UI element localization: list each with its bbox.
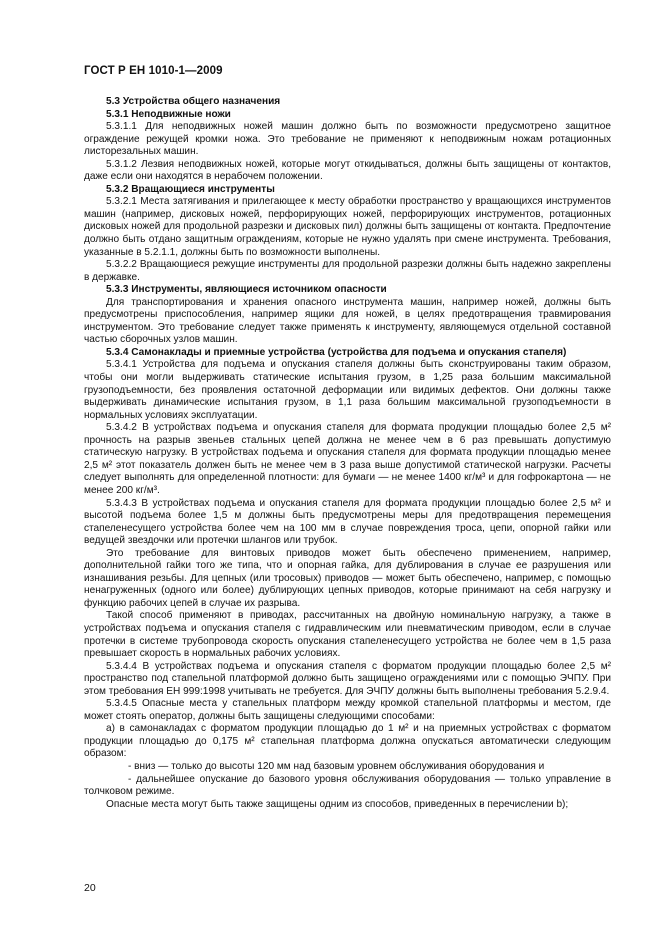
paragraph-5-3-4-1: 5.3.4.1 Устройства для подъема и опускания стапеля должны быть сконструированы таким образом, чтобы они могли выдерживать статические испытания грузом, в 1,25 раза большим максимальной грузоподъемности, без проявления остаточной деформации или видимых дефектов. Они должны также выдерживать динамические испытания грузом, в 1,1 раза большим максимальной грузоподъемности в нормальных условиях эксплуатации. (84, 359, 611, 421)
subsection-heading-5-3-2: 5.3.2 Вращающиеся инструменты (106, 183, 275, 195)
document-body (84, 96, 611, 811)
paragraph-5-3-3: Для транспортирования и хранения опасного инструмента машин, например ножей, должны быть предусмотрены приспособления, например ящики для ножей, в целях предотвращения травмирования инструментом. Это требование следует также применять к инструменту, являющемуся отдельной составной частью сборочных узлов машин. (84, 296, 611, 346)
paragraph-5-3-4-3: 5.3.4.3 В устройствах подъема и опускания стапеля для формата продукции площадью более 2,5 м² и высотой подъема более 1,5 м должны быть предусмотрены меры для предотвращения перемещения стапеленесущего устройства более чем на 100 мм в случае повреждения троса, цепи, опорной гайки или ведущей звездочки или протечки шлангов или трубок. (84, 497, 611, 547)
subsection-heading-5-3-1: 5.3.1 Неподвижные ножи (106, 108, 231, 120)
paragraph-5-3-4-4: 5.3.4.4 В устройствах подъема и опускания стапеля с форматом продукции площадью более 2,5 м² пространство под стапельной платформой должно быть защищено ограждениями или с помощью ЭЧПУ. При этом требования ЕН 999:1998 учитывать не требуется. Для ЭЧПУ должны быть выполнены требования 5.2.9.4. (84, 660, 611, 697)
section-heading-5-3: 5.3 Устройства общего назначения (106, 96, 281, 107)
paragraph-alternative-protection: Опасные места могут быть также защищены одним из способов, приведенных в перечислении b); (106, 798, 569, 810)
subsection-heading-5-3-3: 5.3.3 Инструменты, являющиеся источником опасности (106, 284, 387, 296)
paragraph-5-3-2-1: 5.3.2.1 Места затягивания и прилегающее к месту обработки пространство у вращающихся инструментов машин (например, дисковых ножей, перфорирующих ножей, перфорирующих инструментов, ротационных дисковых ножей для продольной разрезки и дисковых пил) должны быть защищены от контакта. Предпочтение должно быть отдано защитным ограждениям, которые не нужно удалять при смене инструмента. Требования, указанные в 5.2.1.1, должны быть по возможности выполнены. (84, 196, 611, 258)
paragraph-double-load: Такой способ применяют в приводах, рассчитанных на двойную номинальную нагрузку, а также в устройствах подъема и опускания стапеля с гидравлическим или пневматическим приводом, если в случае протечки в системе трубопровода скорость опускания стапеленесущего устройства не более чем в 1,5 раза превышает скорость в нормальных рабочих условиях. (84, 610, 611, 660)
page-number: 20 (84, 882, 96, 894)
dash-item-further: - дальнейшее опускание до базового уровня обслуживания оборудования — только управление в толчковом режиме. (84, 773, 611, 798)
dash-item-down: - вниз — только до высоты 120 мм над базовым уровнем обслуживания оборудования и (128, 760, 545, 772)
list-item-a: а) в самонакладах с форматом продукции площадью до 1 м² и на приемных устройствах с форматом продукции площадью до 0,175 м² стапельная платформа должна опускаться автоматически следующим образом: (84, 723, 611, 760)
paragraph-5-3-1-2: 5.3.1.2 Лезвия неподвижных ножей, которые могут откидываться, должны быть защищены от контактов, даже если они находятся в нерабочем положении. (84, 158, 611, 183)
standard-header: ГОСТ Р ЕН 1010-1—2009 (84, 65, 223, 77)
subsection-heading-5-3-4: 5.3.4 Самонаклады и приемные устройства (устройства для подъема и опускания стапеля) (106, 346, 567, 358)
paragraph-screw-drives: Это требование для винтовых приводов может быть обеспечено применением, например, дополнительной гайки того же типа, что и опорная гайка, для дублирования в случае ее разрушения или изнашивания резьбы. Для цепных (или тросовых) приводов — может быть обеспечено, например, с помощью ненагруженных (одного или более) дублирующих цепных приводов, которые принимают на себя нагрузку и функцию рабочих цепей в случае их разрыва. (84, 547, 611, 609)
paragraph-5-3-1-1: 5.3.1.1 Для неподвижных ножей машин должно быть по возможности предусмотрено защитное ограждение режущей кромки ножа. Это требование не применяют к неподвижным ножам ротационных листорезальных машин. (84, 121, 611, 158)
paragraph-5-3-2-2: 5.3.2.2 Вращающиеся режущие инструменты для продольной разрезки должны быть надежно закреплены в державке. (84, 259, 611, 283)
paragraph-5-3-4-2: 5.3.4.2 В устройствах подъема и опускания стапеля для формата продукции площадью более 2,5 м² прочность на разрыв звеньев стальных цепей должна не менее чем в 6 раз превышать допустимую статическую нагрузку. В устройствах подъема и опускания стапеля для формата продукции площадью менее 2,5 м² этот показатель должен быть не менее чем в 3 раза выше допустимой статической нагрузки. Расчеты следует выполнять для определенной плотности: для бумаги — не менее 1400 кг/м³ и для гофрокартона — не менее 200 кг/м³. (84, 422, 611, 496)
paragraph-5-3-4-5: 5.3.4.5 Опасные места у стапельных платформ между кромкой стапельной платформы и местом, где может стоять оператор, должны быть защищены следующими способами: (84, 698, 611, 722)
